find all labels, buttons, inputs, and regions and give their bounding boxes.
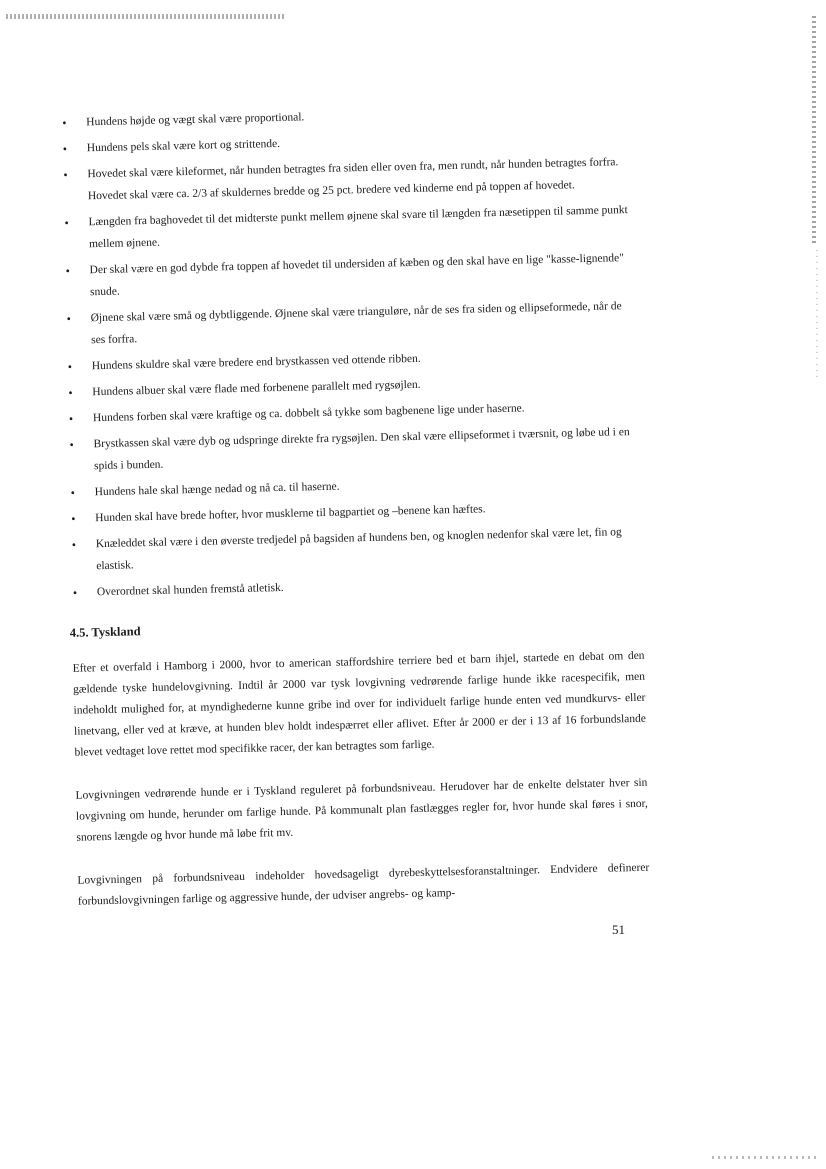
list-item-text: Hunden skal have brede hofter, hvor musklerne til bagpartiet og –benene kan hæftes. (95, 503, 486, 525)
list-item-text: Hundens hale skal hænge nedad og nå ca. til haserne. (94, 480, 340, 499)
bullet-icon: • (64, 215, 69, 230)
scan-artifact-top (6, 14, 286, 19)
list-item-text: Hundens forben skal være kraftige og ca. dobbelt så tykke som bagbenene lige under haserne. (92, 402, 525, 425)
bullet-icon: • (66, 311, 72, 326)
list-item (63, 421, 640, 478)
list-item (59, 247, 636, 304)
scan-artifact-right-lower (816, 250, 818, 380)
bullet-icon: • (72, 585, 78, 600)
bullet-icon: • (68, 385, 73, 400)
list-item-text: Der skal være en god dybde fra toppen af hovedet til undersiden af kæben og den skal have en lige "kasse-lignende" snude. (89, 252, 624, 299)
body-paragraph: Lovgivningen vedrørende hunde er i Tyskland reguleret på forbundsniveau. Herudover har de enkelte delstater hver sin lovgivning om hunde, herunder om farlige hunde. På kommunalt plan fastlægges regler for, hvor hunde skal føres i snor, snorens længde og hvor hunde må løbe frit mv. (75, 776, 648, 844)
body-paragraph: Efter et overfald i Hamborg i 2000, hvor to american staffordshire terriere bed et barn ihjel, startede en debat om den gældende tyske hundelovgivning. Indtil år 2000 var tysk lovgivning vedrørende farlige hunde ikke racespecifik, men indeholdt mulighed for, at myndighederne kunne gribe ind over for individuelt farlige hunde enten ved mundkurvs- eller linetvang, eller ved at kræve, at hunden blev holdt indespærret eller aflivet. Efter år 2000 er der i 13 af 16 forbundslande blevet vedtaget love rettet mod specifikke racer, der kan betragtes som farlige. (72, 649, 647, 759)
list-item-text: Knæleddet skal være i den øverste tredjedel på bagsiden af hundens ben, og knoglen nedenfor skal være let, fin og elastisk. (95, 526, 622, 573)
list-item-text: Hundens skuldre skal være bredere end brystkassen ved ottende ribben. (91, 352, 421, 373)
bullet-icon: • (68, 411, 74, 426)
bullet-icon: • (69, 437, 74, 452)
scan-artifact-bottom (712, 1156, 816, 1159)
body-paragraph: Lovgivningen på forbundsniveau indeholder hovedsageligt dyrebeskyttelsesforanstaltninger. Endvidere definerer forbundslovgivningen farlige og aggressive hunde, der udviser angrebs- og kamp- (77, 861, 650, 908)
bullet-icon: • (67, 359, 73, 374)
list-item-text: Længden fra baghovedet til det midterste punkt mellem øjnene skal svare til længden fra næsetippen til samme punkt mellem øjnene. (88, 204, 628, 251)
bullet-icon: • (62, 141, 68, 156)
bullet-icon: • (63, 167, 68, 182)
section-heading: 4.5. Tyskland (69, 624, 141, 640)
list-item-text: Brystkassen skal være dyb og udspringe direkte fra rygsøjlen. Den skal være ellipseformet i tværsnit, og løbe ud i en spids i bunden. (93, 426, 630, 473)
list-item-text: Øjnene skal være små og dybtliggende. Øjnene skal være trianguløre, når de ses fra siden og ellipseformede, når de ses forfra. (90, 300, 622, 347)
list-item (57, 151, 634, 208)
list-item (58, 199, 635, 256)
list-item-text: Hundens pels skal være kort og strittende. (86, 137, 281, 155)
bullet-list (56, 99, 643, 604)
bullet-icon: • (65, 263, 70, 278)
list-item (60, 295, 637, 352)
page-content (56, 99, 650, 913)
bullet-icon: • (71, 537, 77, 552)
page-number: 51 (612, 922, 625, 937)
bullet-icon: • (71, 511, 76, 526)
list-item (66, 521, 643, 578)
bullet-icon: • (70, 485, 76, 500)
bullet-icon: • (62, 115, 67, 130)
list-item-text: Overordnet skal hunden fremstå atletisk. (96, 581, 284, 599)
scan-artifact-right (812, 16, 816, 246)
list-item-text: Hovedet skal være kileformet, når hunden betragtes fra siden eller oven fra, men rundt, når hunden betragtes forfra. Hovedet skal være ca. 2/3 af skuldernes bredde og 25 pct. bredere ved kinderne end på toppen af hovedet. (87, 156, 619, 203)
list-item-text: Hundens højde og vægt skal være proportional. (86, 111, 305, 129)
list-item-text: Hundens albuer skal være flade med forbenene parallelt med rygsøjlen. (92, 378, 421, 399)
